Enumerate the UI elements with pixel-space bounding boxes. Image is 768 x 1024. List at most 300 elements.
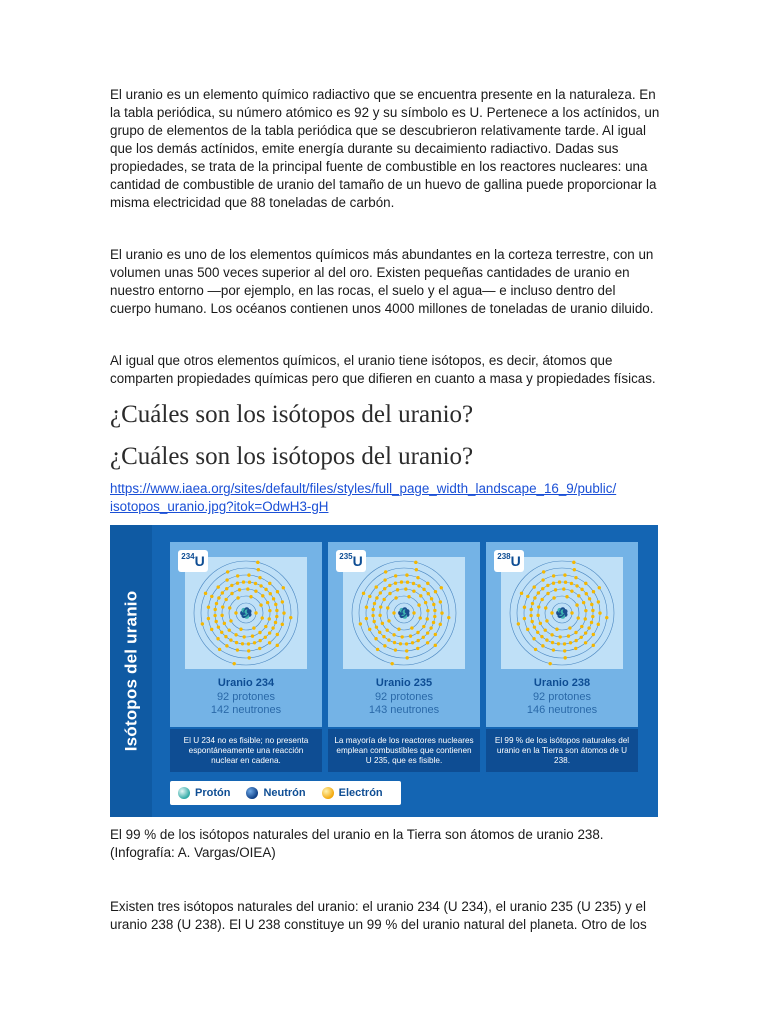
electron-dot <box>372 620 375 623</box>
electron-dot <box>386 628 389 631</box>
electron-dot <box>220 631 223 634</box>
electron-dot <box>557 642 560 645</box>
electron-dot <box>393 641 396 644</box>
electron-dot <box>254 589 257 592</box>
electron-dot <box>258 576 261 579</box>
electron-dot <box>533 596 536 599</box>
electron-dot <box>588 597 591 600</box>
electron-dot <box>529 614 532 617</box>
electron-dot <box>247 649 250 652</box>
electron-dot <box>539 622 542 625</box>
electron-dot <box>210 628 213 631</box>
electron-dot <box>534 648 537 651</box>
electron-dot <box>552 581 555 584</box>
electron-dot <box>204 592 207 595</box>
electron-dot <box>239 628 242 631</box>
electron-dot <box>274 621 277 624</box>
electron-dot <box>580 588 583 591</box>
electron-dot <box>567 634 570 637</box>
paragraph-natural-isotopes: Existen tres isótopos naturales del uranio: el uranio 234 (U 234), el uranio 235 (U 235) y el uranio 238 (U 238). El U 238 constituye un 99 % del uranio natural del planeta. Otro de los <box>110 899 647 932</box>
electron-dot <box>246 587 249 590</box>
electron-dot <box>378 631 381 634</box>
paragraph-intro: El uranio es un elemento químico radiactivo que se encuentra presente en la naturaleza. En la tabla periódica, su número atómico es 92 y su símbolo es U. Pertenece a los actínidos, un grupo de elementos de la tabla periódica que se descubrieron relativamente tarde. Al igual que los demás actínidos, emite energía durante su decaimiento radiactivo. Dadas sus propiedades, se trata de la principal fuente de combustible en los reactores nucleares: una cantidad de combustible de uranio del tamaño de un huevo de gallina puede proporcionar la misma electricidad que 88 toneladas de carbón. <box>110 87 660 210</box>
electron-dot <box>545 638 548 641</box>
electron-dot <box>523 606 526 609</box>
electron-dot <box>416 639 419 642</box>
electron-dot <box>424 601 427 604</box>
electron-dot <box>412 582 415 585</box>
electron-dot <box>422 625 425 628</box>
electron-dot <box>551 641 554 644</box>
electron-dot <box>382 598 385 601</box>
electron-dot <box>225 587 228 590</box>
uranium-isotopes-infographic <box>110 525 658 817</box>
electron-dot <box>533 585 536 588</box>
electron-dot <box>407 595 410 598</box>
electron-dot <box>217 625 220 628</box>
electron-dot <box>224 598 227 601</box>
electron-dot <box>241 642 244 645</box>
electron-dot <box>387 638 390 641</box>
electron-dot <box>432 621 435 624</box>
electron-dot <box>592 590 595 593</box>
electron-dot <box>400 635 403 638</box>
electron-dot <box>568 626 571 629</box>
electron-dot <box>585 592 588 595</box>
electron-dot <box>253 641 256 644</box>
electron-dot <box>225 644 228 647</box>
electron-dot <box>254 611 257 614</box>
electron-dot <box>368 628 371 631</box>
electron-dot <box>371 614 374 617</box>
electron-dot <box>266 601 269 604</box>
electron-dot <box>526 595 529 598</box>
electron-dot <box>399 642 402 645</box>
electron-dot <box>238 588 241 591</box>
electron-dot <box>590 603 593 606</box>
proton-icon <box>178 787 190 799</box>
electron-dot <box>573 568 576 571</box>
electron-dot <box>276 590 279 593</box>
electron-dot <box>430 597 433 600</box>
electron-dot <box>251 634 254 637</box>
isotope-description: El U 234 no es fisible; no presenta espontáneamente una reacción nuclear en cadena. <box>170 729 322 772</box>
electron-dot <box>362 592 365 595</box>
electron-dot <box>213 614 216 617</box>
electron-dot <box>574 576 577 579</box>
electron-dot <box>574 639 577 642</box>
nucleus-particle <box>247 609 252 614</box>
electron-dot <box>410 626 413 629</box>
electron-dot <box>374 637 377 640</box>
electron-dot <box>434 633 437 636</box>
electron-dot <box>259 584 262 587</box>
electron-dot <box>394 596 397 599</box>
electron-dot <box>434 644 437 647</box>
electron-dot <box>598 586 601 589</box>
electron-dot <box>275 615 278 618</box>
electron-dot <box>258 647 261 650</box>
electron-dot <box>378 614 381 617</box>
electron-dot <box>375 585 378 588</box>
electron-dot <box>536 614 539 617</box>
electron-dot <box>248 581 251 584</box>
electron-dot <box>373 602 376 605</box>
isotope-protons: 92 protones <box>216 691 276 703</box>
electron-dot <box>412 611 415 614</box>
electron-dot <box>259 603 262 606</box>
electron-dot <box>276 633 279 636</box>
electron-dot <box>542 570 545 573</box>
electron-dot <box>396 588 399 591</box>
electron-dot <box>440 611 443 614</box>
electron-dot <box>426 609 429 612</box>
isotope-neutrons: 142 neutrones <box>210 704 282 716</box>
electron-dot <box>214 608 217 611</box>
electron-dot <box>558 580 561 583</box>
electron-dot <box>580 625 583 628</box>
electron-dot <box>281 623 284 626</box>
electron-dot <box>439 600 442 603</box>
electron-dot <box>282 611 285 614</box>
isotope-card-u238 <box>486 542 638 772</box>
electron-dot <box>390 662 393 665</box>
electron-dot <box>236 648 239 651</box>
electron-dot <box>554 588 557 591</box>
electron-dot <box>433 609 436 612</box>
electron-dot <box>224 635 227 638</box>
electron-dot <box>574 631 577 634</box>
electron-dot <box>228 606 231 609</box>
electron-dot <box>382 635 385 638</box>
electron-dot <box>268 641 271 644</box>
electron-dot <box>365 606 368 609</box>
electron-dot <box>541 578 544 581</box>
electron-dot <box>574 647 577 650</box>
electron-dot <box>271 626 274 629</box>
infographic-caption: El 99 % de los isótopos naturales del uranio en la Tierra son átomos de uranio 238. (Infografía: A. Vargas/OIEA) <box>110 827 604 860</box>
electron-dot <box>230 584 233 587</box>
electron-dot <box>289 616 292 619</box>
electron-dot <box>384 570 387 573</box>
electron-icon <box>322 787 334 799</box>
electron-dot <box>261 616 264 619</box>
electron-dot <box>577 594 580 597</box>
electron-dot <box>257 568 260 571</box>
electron-dot <box>419 616 422 619</box>
electron-dot <box>405 649 408 652</box>
electron-dot <box>365 617 368 620</box>
electron-dot <box>264 625 267 628</box>
isotope-description: La mayoría de los reactores nucleares emplean combustibles que contienen U 235, que es fisible. <box>328 729 480 772</box>
electron-dot <box>405 642 408 645</box>
electron-dot <box>236 574 239 577</box>
electron-dot <box>275 609 278 612</box>
electron-dot <box>375 596 378 599</box>
electron-dot <box>591 609 594 612</box>
electron-dot <box>405 656 408 659</box>
electron-dot <box>359 622 362 625</box>
nucleus-particle <box>405 609 410 614</box>
electron-dot <box>264 588 267 591</box>
electron-dot <box>247 573 250 576</box>
electron-dot <box>229 638 232 641</box>
electron-dot <box>388 584 391 587</box>
electron-dot <box>269 592 272 595</box>
electron-dot <box>545 619 548 622</box>
neutron-icon <box>246 787 258 799</box>
electron-dot <box>447 616 450 619</box>
electron-dot <box>533 625 536 628</box>
isotope-name: Uranio 234 <box>217 677 275 689</box>
electron-dot <box>429 626 432 629</box>
electron-dot <box>228 628 231 631</box>
electron-dot <box>252 626 255 629</box>
electron-dot <box>523 617 526 620</box>
electron-dot <box>592 633 595 636</box>
electron-dot <box>268 582 271 585</box>
electron-dot <box>597 623 600 626</box>
electron-dot <box>221 591 224 594</box>
isotope-card-u234 <box>170 542 322 772</box>
electron-dot <box>526 628 529 631</box>
electron-dot <box>405 573 408 576</box>
electron-dot <box>268 617 271 620</box>
electron-dot <box>587 626 590 629</box>
link-line-2: isotopos_uranio.jpg?itok=OdwH3-gH <box>110 499 329 514</box>
electron-dot <box>226 570 229 573</box>
electron-dot <box>584 582 587 585</box>
electron-dot <box>394 648 397 651</box>
electron-dot <box>584 631 587 634</box>
electron-dot <box>368 595 371 598</box>
electron-dot <box>434 590 437 593</box>
electron-dot <box>247 642 250 645</box>
electron-dot <box>416 576 419 579</box>
electron-dot <box>416 631 419 634</box>
electron-dot <box>201 622 204 625</box>
legend-neutron: Neutrón <box>246 787 305 799</box>
electron-dot <box>268 631 271 634</box>
electron-dot <box>597 600 600 603</box>
electron-dot <box>537 605 540 608</box>
electron-dot <box>411 641 414 644</box>
electron-dot <box>375 625 378 628</box>
isotope-name: Uranio 238 <box>533 677 591 689</box>
electron-dot <box>381 622 384 625</box>
electron-dot <box>207 617 210 620</box>
electron-dot <box>433 615 436 618</box>
electron-dot <box>422 588 425 591</box>
electron-dot <box>544 606 547 609</box>
electron-dot <box>242 635 245 638</box>
electron-dot <box>544 628 547 631</box>
nucleus-particle <box>563 609 568 614</box>
electron-dot <box>254 582 257 585</box>
electron-dot <box>268 609 271 612</box>
electron-dot <box>550 611 553 614</box>
electron-dot <box>223 622 226 625</box>
electron-dot <box>536 631 539 634</box>
electron-dot <box>386 606 389 609</box>
electron-dot <box>548 662 551 665</box>
electron-dot <box>590 621 593 624</box>
electron-dot <box>439 623 442 626</box>
electron-dot <box>540 635 543 638</box>
paragraph-isotopes-intro: Al igual que otros elementos químicos, el uranio tiene isótopos, es decir, átomos que comparten propiedades químicas pero que difieren en cuanto a masa y propiedades físicas. <box>110 353 656 386</box>
infographic-side-title <box>110 525 152 817</box>
electron-dot <box>234 633 237 636</box>
electron-dot <box>276 644 279 647</box>
electron-dot <box>563 656 566 659</box>
electron-dot <box>220 614 223 617</box>
image-source-link[interactable] <box>110 480 670 516</box>
electron-dot <box>218 648 221 651</box>
electron-dot <box>247 656 250 659</box>
electron-dot <box>537 591 540 594</box>
isotope-protons: 92 protones <box>374 691 434 703</box>
electron-dot <box>414 561 417 564</box>
electron-dot <box>563 573 566 576</box>
electron-dot <box>541 644 544 647</box>
electron-dot <box>258 639 261 642</box>
electron-dot <box>394 581 397 584</box>
electron-dot <box>598 611 601 614</box>
electron-dot <box>563 649 566 652</box>
electron-dot <box>272 597 275 600</box>
electron-dot <box>416 647 419 650</box>
electron-dot <box>207 606 210 609</box>
electron-dot <box>558 635 561 638</box>
legend-electron: Electrón <box>322 787 383 799</box>
electron-dot <box>541 587 544 590</box>
electron-dot <box>440 586 443 589</box>
electron-dot <box>234 611 237 614</box>
electron-dot <box>392 633 395 636</box>
electron-dot <box>572 561 575 564</box>
electron-dot <box>427 592 430 595</box>
electron-dot <box>281 600 284 603</box>
isotope-neutrons: 146 neutrones <box>526 704 598 716</box>
isotope-description: El 99 % de los isótopos naturales del uranio en la Tierra son átomos de U 238. <box>486 729 638 772</box>
electron-dot <box>563 642 566 645</box>
electron-dot <box>555 628 558 631</box>
electron-dot <box>379 591 382 594</box>
electron-dot <box>379 605 382 608</box>
legend-proton: Protón <box>178 787 230 799</box>
electron-dot <box>552 648 555 651</box>
electron-dot <box>564 581 567 584</box>
electron-dot <box>562 587 565 590</box>
paragraph-abundance: El uranio es uno de los elementos químicos más abundantes en la corteza terrestre, con un volumen unas 500 veces superior al del oro. Existen pequeñas cantidades de uranio en nuestro entorno —por ejemplo, en las rocas, el suelo y el agua— e incluso dentro del cuerpo humano. Los océanos contienen unos 4000 millones de toneladas de uranio diluido. <box>110 247 654 316</box>
isotope-card-u235 <box>328 542 480 772</box>
electron-dot <box>221 605 224 608</box>
link-line-1: https://www.iaea.org/sites/default/files/styles/full_page_width_landscape_16_9/public/ <box>110 481 617 496</box>
electron-dot <box>591 615 594 618</box>
electron-dot <box>517 622 520 625</box>
isotope-protons: 92 protones <box>532 691 592 703</box>
electron-dot <box>392 611 395 614</box>
isotope-neutrons: 143 neutrones <box>368 704 440 716</box>
electron-dot <box>235 641 238 644</box>
electron-dot <box>584 609 587 612</box>
electron-dot <box>232 662 235 665</box>
electron-dot <box>577 616 580 619</box>
isotope-symbol-badge: $^{234}$U <box>178 550 208 572</box>
electron-dot <box>422 636 425 639</box>
electron-dot <box>540 598 543 601</box>
isotope-symbol-badge: $^{238}$U <box>494 550 524 572</box>
isotope-symbol-badge: $^{235}$U <box>336 550 366 572</box>
electron-dot <box>605 616 608 619</box>
electron-dot <box>552 596 555 599</box>
electron-dot <box>570 582 573 585</box>
electron-dot <box>565 595 568 598</box>
electron-dot <box>388 592 391 595</box>
electron-dot <box>592 644 595 647</box>
section-heading-duplicate: ¿Cuáles son los isótopos del uranio? <box>110 443 474 470</box>
electron-dot <box>230 592 233 595</box>
electron-dot <box>426 631 429 634</box>
electron-dot <box>397 628 400 631</box>
electron-dot <box>550 633 553 636</box>
electron-dot <box>419 594 422 597</box>
electron-dot <box>225 578 228 581</box>
electron-dot <box>217 585 220 588</box>
electron-dot <box>532 637 535 640</box>
electron-dot <box>258 631 261 634</box>
electron-dot <box>584 641 587 644</box>
infographic-title-text: Isótopos del uranio <box>121 590 140 752</box>
electron-dot <box>575 584 578 587</box>
electron-dot <box>387 619 390 622</box>
electron-dot <box>417 584 420 587</box>
electron-dot <box>214 620 217 623</box>
electron-dot <box>415 568 418 571</box>
electron-dot <box>432 603 435 606</box>
electron-dot <box>394 574 397 577</box>
electron-dot <box>575 603 578 606</box>
electron-dot <box>570 611 573 614</box>
electron-dot <box>215 602 218 605</box>
electron-dot <box>264 636 267 639</box>
section-heading: ¿Cuáles son los isótopos del uranio? <box>110 401 474 428</box>
electron-dot <box>580 636 583 639</box>
electron-dot <box>236 581 239 584</box>
electron-dot <box>530 608 533 611</box>
electron-dot <box>249 595 252 598</box>
electron-dot <box>582 601 585 604</box>
electron-dot <box>426 617 429 620</box>
electron-dot <box>426 641 429 644</box>
electron-dot <box>282 586 285 589</box>
electron-dot <box>552 574 555 577</box>
electron-dot <box>426 582 429 585</box>
electron-dot <box>261 594 264 597</box>
electron-dot <box>256 561 259 564</box>
electron-dot <box>520 592 523 595</box>
electron-dot <box>406 581 409 584</box>
electron-dot <box>383 578 386 581</box>
electron-dot <box>531 602 534 605</box>
electron-dot <box>546 592 549 595</box>
electron-dot <box>404 587 407 590</box>
electron-dot <box>546 584 549 587</box>
electron-dot <box>570 589 573 592</box>
electron-dot <box>274 603 277 606</box>
electron-dot <box>569 641 572 644</box>
electron-dot <box>417 603 420 606</box>
